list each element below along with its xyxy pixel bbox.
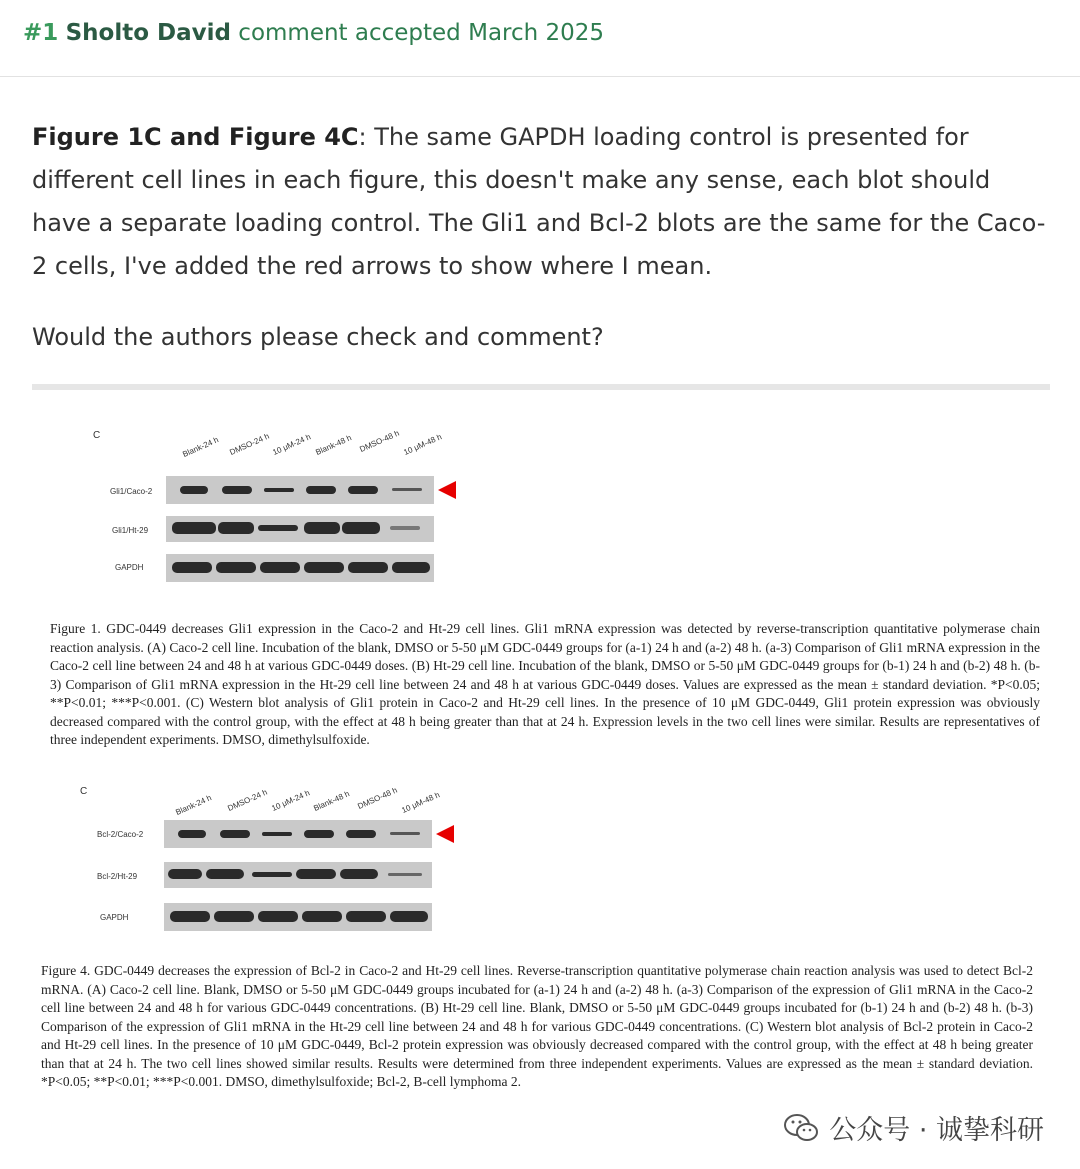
figure1-panel-letter: C	[93, 430, 101, 441]
figure1-blot-row2	[166, 516, 434, 542]
figure1-row-label: Gli1/Ht-29	[112, 526, 149, 535]
figure4-caption: Figure 4. GDC-0449 decreases the expression of Bcl-2 in Caco-2 and Ht-29 cell lines. Reverse-transcription quantitative polymerase chain reaction analysis was used to detect Bcl-2 mRNA. (A) Caco-2 cell line. Blank, DMSO or 5-50 μM GDC-0449 groups incubated for (a-1) 24 h and (a-2) 48 h. (a-3) Comparison of the expression of Gli1 mRNA in the Caco-2 cell line between 24 and 48 h for various GDC-0449 concentrations. (B) Ht-29 cell line. Blank, DMSO or 5-50 μM GDC-0449 groups incubated for (b-1) 24 h and (b-2) 48 h. (b-3) Comparison of the expression of Gli1 mRNA in the Ht-29 cell line between 24 and 48 h for various GDC-0449 concentrations. (C) Western blot analysis of Bcl-2 protein in Caco-2 and Ht-29 cell lines. In the presence of 10 μM GDC-0449, Bcl-2 protein expression was obviously decreased compared with the control group, with the effect at 48 h being greater than that at 24 h. The two cell lines showed similar results. Results were determined from three independent experiments. Values are expressed as the mean ± standard deviation. *P<0.05; **P<0.01; ***P<0.001. DMSO, dimethylsulfoxide; Bcl-2, B-cell lymphoma 2.	[41, 963, 1033, 1089]
figure1-blot-row3	[166, 554, 434, 582]
figure4-blot-row2	[164, 862, 432, 888]
comment-meta	[23, 20, 604, 46]
figure4-lane-label: Blank-24 h	[174, 793, 213, 817]
figure4-blot-row1	[164, 820, 432, 848]
comment-body	[32, 116, 1052, 359]
figure4-lane-label: 10 μM-24 h	[270, 788, 312, 813]
watermark	[783, 1108, 1044, 1147]
divider	[32, 384, 1050, 390]
figure1-row-label: GAPDH	[115, 563, 144, 572]
watermark-text: 公众号 · 诚挚科研	[829, 1115, 1044, 1146]
comment-status: comment accepted March 2025	[238, 20, 605, 46]
figure1-lane-label: DMSO-24 h	[228, 431, 271, 457]
figure1-blot-row1	[166, 476, 434, 504]
figure4-row-label: Bcl-2/Ht-29	[97, 872, 138, 881]
red-arrow-icon	[436, 825, 454, 843]
figure1-lane-label: Blank-48 h	[314, 433, 353, 457]
comment-text: : The same GAPDH loading control is presented for different cell lines in each figure, this doesn't make any sense, each blot should have a separate loading control. The Gli1 and Bcl-2 blots are the same for the Caco-2 cells, I've added the red arrows to show where I mean.	[32, 123, 1046, 280]
figure4-lane-label: Blank-48 h	[312, 789, 351, 813]
figure1-image	[40, 420, 1040, 770]
wechat-icon	[783, 1113, 819, 1143]
figure4-row-label: GAPDH	[100, 913, 129, 922]
figure1-lane-label: 10 μM-24 h	[271, 432, 313, 457]
comment-number[interactable]: #1	[23, 20, 59, 46]
figure4-lane-label: DMSO-48 h	[356, 785, 399, 811]
comment-question: Would the authors please check and comment?	[32, 323, 604, 351]
comment-header	[0, 0, 1080, 77]
figure4-lane-label: 10 μM-48 h	[400, 790, 442, 815]
comment-paragraph	[32, 116, 1052, 288]
figure1-lane-label: 10 μM-48 h	[402, 432, 444, 457]
figure1-lane-label: Blank-24 h	[181, 435, 220, 459]
figure1-caption: Figure 1. GDC-0449 decreases Gli1 expression in the Caco-2 and Ht-29 cell lines. Gli1 mRNA expression was detected by reverse-transcription quantitative polymerase chain reaction analysis. (A) Caco-2 cell line. Incubation of the blank, DMSO or 5-50 μM GDC-0449 groups for (a-1) 24 h and (a-2) 48 h. (a-3) Comparison of Gli1 mRNA expression in the Caco-2 cell line between 24 and 48 h at various GDC-0449 doses. (B) Ht-29 cell line. Incubation of the blank, DMSO or 5-50 μM GDC-0449 groups for (b-1) 24 h and (b-2) 48 h. (b-3) Comparison of Gli1 mRNA expression in the Ht-29 cell line between 24 and 48 h at various GDC-0449 doses. Values are expressed as the mean ± standard deviation. *P<0.05; **P<0.01; ***P<0.001. (C) Western blot analysis of Gli1 protein in Caco-2 and Ht-29 cell lines. In the presence of 10 μM GDC-0449, Gli1 protein expression was obviously decreased compared with the control group, with the effect at 48 h being greater than that at 24 h. Expression levels in the two cell lines were similar. Results are representatives of three independent experiments. DMSO, dimethylsulfoxide.	[50, 621, 1040, 747]
comment-lead: Figure 1C and Figure 4C	[32, 123, 359, 151]
red-arrow-icon	[438, 481, 456, 499]
figure4-lane-label: DMSO-24 h	[226, 787, 269, 813]
figure4-image	[40, 780, 1040, 1120]
figure4-row-label: Bcl-2/Caco-2	[97, 830, 144, 839]
figure1-lane-label: DMSO-48 h	[358, 428, 401, 454]
figure1-row-label: Gli1/Caco-2	[110, 487, 153, 496]
figure4-panel-letter: C	[80, 786, 88, 797]
figure4-blot-row3	[164, 903, 432, 931]
comment-author[interactable]: Sholto David	[65, 20, 231, 46]
